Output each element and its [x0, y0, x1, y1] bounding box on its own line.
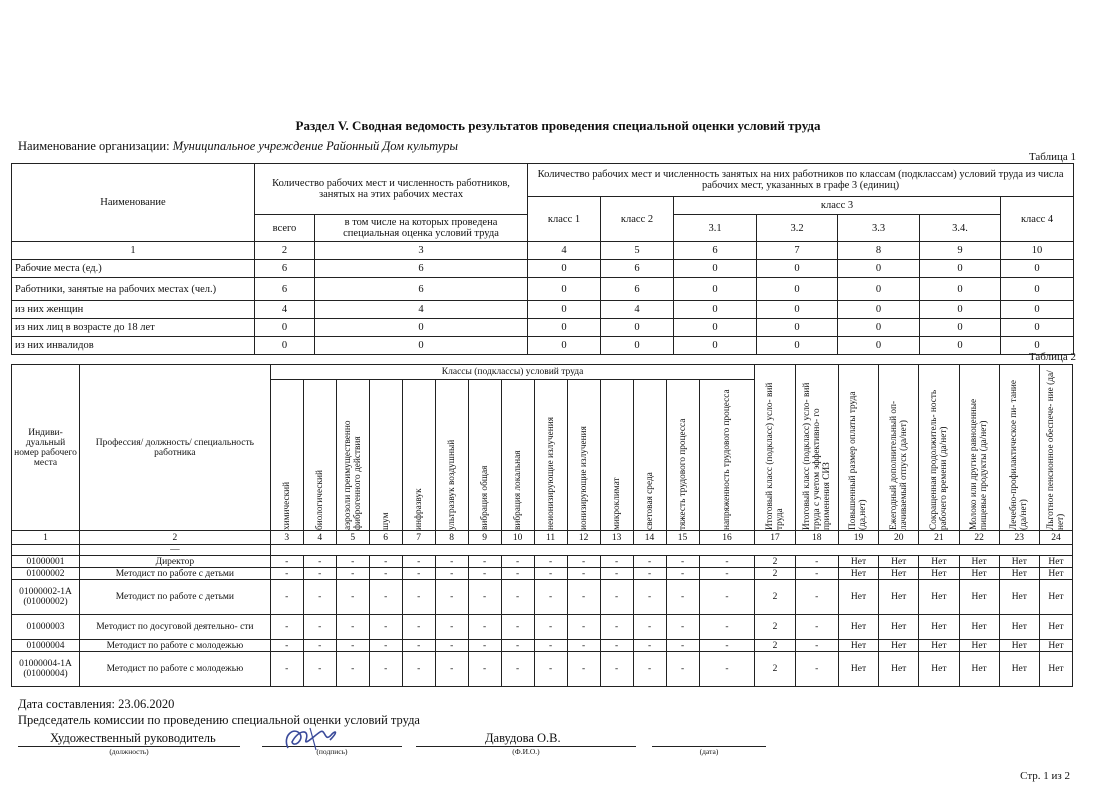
- t2-cell: Нет: [919, 652, 959, 687]
- t2-cell: Нет: [959, 556, 999, 568]
- t2-cell: -: [303, 615, 336, 640]
- t2-row-id: 01000003: [12, 615, 80, 640]
- t1-cell: 6: [315, 278, 528, 301]
- t2-cell: -: [666, 568, 699, 580]
- t1-col-number: 9: [920, 242, 1001, 260]
- caption-position: (должность): [109, 747, 149, 756]
- t2-cell: -: [336, 615, 369, 640]
- t1-header-assessed: в том числе на которых проведена специальная оценка условий труда: [315, 215, 528, 242]
- t2-cell: -: [795, 580, 838, 615]
- t2-row-id: 01000001: [12, 556, 80, 568]
- t2-cell: -: [468, 615, 501, 640]
- t2-extra-18: Итоговый класс (подкласс) усло- вий труда с учетом эффективно- го применения СИЗ: [795, 365, 838, 531]
- t2-cell: Нет: [999, 652, 1039, 687]
- t1-cell: 6: [315, 260, 528, 278]
- t1-col-number: 10: [1001, 242, 1074, 260]
- t2-row: [12, 615, 1073, 640]
- t2-cell: Нет: [919, 640, 959, 652]
- t2-cell: -: [699, 615, 755, 640]
- chair-position: Художественный руководитель: [50, 731, 216, 745]
- t2-cell: -: [501, 640, 534, 652]
- t2-col-number: 9: [468, 531, 501, 545]
- t2-cell: -: [270, 615, 303, 640]
- handwritten-signature: [280, 722, 340, 754]
- t2-cell: 2: [755, 580, 795, 615]
- t1-cell: 0: [674, 260, 757, 278]
- t1-cell: 0: [920, 301, 1001, 319]
- t1-col-number: 1: [12, 242, 255, 260]
- t2-cell: 2: [755, 556, 795, 568]
- t2-cell: -: [567, 640, 600, 652]
- t2-row-id: 01000004: [12, 640, 80, 652]
- t2-factor-header: неионизирующие излучения: [534, 380, 567, 531]
- table1-label: Таблица 1: [1028, 151, 1076, 163]
- t2-cell: -: [468, 556, 501, 568]
- t1-cell: 0: [528, 278, 601, 301]
- t2-cell: -: [600, 652, 633, 687]
- t2-cell: Нет: [1039, 640, 1072, 652]
- t2-cell: -: [633, 640, 666, 652]
- t2-cell: Нет: [999, 568, 1039, 580]
- t2-cell: -: [468, 652, 501, 687]
- t1-cell: 0: [838, 319, 920, 337]
- t2-cell: Нет: [879, 556, 919, 568]
- t2-factor-header: вибрация общая: [468, 380, 501, 531]
- t2-cell: Нет: [879, 580, 919, 615]
- t2-row: [12, 640, 1073, 652]
- t1-cell: 4: [315, 301, 528, 319]
- t2-row-id: 01000002: [12, 568, 80, 580]
- t1-cell: 0: [1001, 319, 1074, 337]
- t1-row-name: из них инвалидов: [12, 337, 255, 355]
- t2-col-number: 15: [666, 531, 699, 545]
- t1-header-3-1: 3.1: [674, 215, 757, 242]
- t2-cell: -: [567, 580, 600, 615]
- t2-row-profession: Методист по работе с детьми: [80, 580, 271, 615]
- t2-extra-17: Итоговый класс (подкласс) усло- вий труда: [755, 365, 795, 531]
- t2-extra-20: Ежегодный дополнительный оп- лачиваемый отпуск (да/нет): [879, 365, 919, 531]
- t2-cell: Нет: [879, 640, 919, 652]
- t2-col-number: 11: [534, 531, 567, 545]
- table2-label: Таблица 2: [1028, 351, 1076, 363]
- t2-cell: Нет: [959, 640, 999, 652]
- t1-header-3-4: 3.4.: [920, 215, 1001, 242]
- t1-header-classes: Количество рабочих мест и численность занятых на них работников по классам (подклассам) условий труда из числа рабочих мест, указанных в графе 3 (единиц): [528, 164, 1074, 197]
- t2-cell: -: [402, 568, 435, 580]
- t2-cell: -: [666, 556, 699, 568]
- t2-cell: Нет: [1039, 556, 1072, 568]
- t1-cell: 0: [920, 278, 1001, 301]
- t1-header-places: Количество рабочих мест и численность работников, занятых на этих рабочих местах: [255, 164, 528, 215]
- t2-cell: Нет: [879, 615, 919, 640]
- t1-col-number: 6: [674, 242, 757, 260]
- t2-cell: Нет: [919, 580, 959, 615]
- t1-header-3-2: 3.2: [757, 215, 838, 242]
- t1-cell: 0: [920, 319, 1001, 337]
- t1-col-number: 2: [255, 242, 315, 260]
- t2-cell: Нет: [959, 580, 999, 615]
- t2-factor-header: напряженность трудового процесса: [699, 380, 755, 531]
- t2-factor-header: вибрация локальная: [501, 380, 534, 531]
- t2-cell: -: [369, 580, 402, 615]
- t2-cell: -: [369, 615, 402, 640]
- t2-cell: -: [402, 556, 435, 568]
- t1-cell: 0: [1001, 278, 1074, 301]
- t1-cell: 0: [1001, 337, 1074, 355]
- t2-cell: -: [501, 615, 534, 640]
- t1-cell: 0: [674, 278, 757, 301]
- t2-cell: -: [666, 640, 699, 652]
- t2-factor-header: тяжесть трудового процесса: [666, 380, 699, 531]
- t2-number-row: [12, 531, 1073, 545]
- t2-cell: -: [534, 580, 567, 615]
- t2-factor-header: химический: [270, 380, 303, 531]
- t2-cell: -: [567, 615, 600, 640]
- t2-col-number: 5: [336, 531, 369, 545]
- t2-extra-19: Повышенный размер оплаты труда (да,нет): [838, 365, 878, 531]
- t1-cell: 6: [601, 260, 674, 278]
- t2-cell: Нет: [879, 652, 919, 687]
- t2-cell: -: [369, 640, 402, 652]
- t2-cell: -: [369, 556, 402, 568]
- t1-cell: 6: [601, 278, 674, 301]
- t1-cell: 0: [601, 337, 674, 355]
- t2-cell: Нет: [999, 556, 1039, 568]
- t1-cell: 0: [255, 337, 315, 355]
- t2-cell: 2: [755, 640, 795, 652]
- t2-cell: -: [534, 652, 567, 687]
- t2-cell: -: [435, 580, 468, 615]
- t2-header-profession: Профессия/ должность/ специальность работника: [80, 365, 271, 531]
- t2-cell: -: [600, 640, 633, 652]
- t2-extra-24: Льготное пенсионное обеспече- ние (да/нет): [1039, 365, 1072, 531]
- t1-col-number: 4: [528, 242, 601, 260]
- t2-cell: 2: [755, 652, 795, 687]
- t2-row: [12, 580, 1073, 615]
- t1-row: [12, 337, 1074, 355]
- t2-cell: -: [336, 580, 369, 615]
- t2-cell: -: [336, 568, 369, 580]
- t2-cell: Нет: [879, 568, 919, 580]
- t2-cell: Нет: [919, 615, 959, 640]
- t2-cell: Нет: [838, 580, 878, 615]
- t1-col-number: 8: [838, 242, 920, 260]
- t2-cell: -: [795, 640, 838, 652]
- t2-col-number: 3: [270, 531, 303, 545]
- t1-cell: 0: [838, 301, 920, 319]
- t2-factor-header: световая среда: [633, 380, 666, 531]
- t2-row: [12, 652, 1073, 687]
- t1-cell: 0: [674, 337, 757, 355]
- t2-cell: Нет: [1039, 580, 1072, 615]
- t2-cell: -: [633, 556, 666, 568]
- caption-signature: (подпись): [316, 747, 348, 756]
- summary-table: [11, 163, 1074, 355]
- t2-cell: Нет: [838, 568, 878, 580]
- t2-cell: -: [435, 640, 468, 652]
- t1-cell: 0: [757, 278, 838, 301]
- t2-row-id: 01000002-1А (01000002): [12, 580, 80, 615]
- t2-col-number: 19: [838, 531, 878, 545]
- t2-cell: -: [501, 652, 534, 687]
- t1-number-row: [12, 242, 1074, 260]
- t2-cell: -: [567, 556, 600, 568]
- t2-cell: -: [699, 580, 755, 615]
- t1-row: [12, 319, 1074, 337]
- t2-col-number: 20: [879, 531, 919, 545]
- t2-cell: -: [501, 568, 534, 580]
- t2-cell: -: [336, 556, 369, 568]
- t2-col-number: 7: [402, 531, 435, 545]
- t2-dash: —: [80, 545, 271, 556]
- t2-factor-header: ионизирующие излучения: [567, 380, 600, 531]
- t2-cell: -: [501, 580, 534, 615]
- t2-cell: -: [633, 652, 666, 687]
- t2-cell: Нет: [959, 652, 999, 687]
- t2-col-number: 2: [80, 531, 271, 545]
- t2-col-number: 6: [369, 531, 402, 545]
- t2-cell: -: [567, 652, 600, 687]
- t2-col-number: 18: [795, 531, 838, 545]
- t2-dash-row: [12, 545, 1073, 556]
- t2-extra-23: Лечебно-профилактическое пи- тание (да/нет): [999, 365, 1039, 531]
- t1-cell: 4: [255, 301, 315, 319]
- t2-cell: -: [699, 640, 755, 652]
- t1-cell: 0: [528, 337, 601, 355]
- t1-row-name: Рабочие места (ед.): [12, 260, 255, 278]
- t2-cell: -: [795, 652, 838, 687]
- t2-cell: -: [435, 652, 468, 687]
- t2-cell: -: [270, 640, 303, 652]
- t2-row-profession: Методист по досуговой деятельно- сти: [80, 615, 271, 640]
- t1-cell: 0: [1001, 260, 1074, 278]
- t2-factor-header: биологический: [303, 380, 336, 531]
- t1-cell: 0: [757, 319, 838, 337]
- t1-cell: 4: [601, 301, 674, 319]
- t2-cell: -: [303, 568, 336, 580]
- t2-cell: Нет: [1039, 652, 1072, 687]
- t2-row-profession: Методист по работе с молодежью: [80, 652, 271, 687]
- t1-cell: 0: [838, 337, 920, 355]
- t1-row-name: из них лиц в возрасте до 18 лет: [12, 319, 255, 337]
- t1-cell: 0: [255, 319, 315, 337]
- t2-cell: -: [435, 615, 468, 640]
- t2-cell: -: [666, 580, 699, 615]
- t2-cell: Нет: [919, 568, 959, 580]
- t2-col-number: 22: [959, 531, 999, 545]
- t1-cell: 0: [601, 319, 674, 337]
- t2-cell: -: [600, 615, 633, 640]
- t2-cell: -: [402, 580, 435, 615]
- t2-extra-22: Молоко или другие равноценные пищевые продукты (да/нет): [959, 365, 999, 531]
- t2-cell: -: [699, 568, 755, 580]
- t2-cell: Нет: [959, 568, 999, 580]
- t2-cell: -: [534, 556, 567, 568]
- t2-cell: -: [699, 652, 755, 687]
- t2-cell: -: [501, 556, 534, 568]
- t2-col-number: 24: [1039, 531, 1072, 545]
- t2-cell: -: [402, 640, 435, 652]
- t2-cell: Нет: [999, 615, 1039, 640]
- compilation-date: Дата составления: 23.06.2020: [18, 697, 175, 711]
- t2-cell: -: [270, 568, 303, 580]
- t2-cell: -: [270, 652, 303, 687]
- t2-cell: -: [468, 580, 501, 615]
- t2-cell: -: [270, 556, 303, 568]
- t2-cell: Нет: [959, 615, 999, 640]
- t2-col-number: 21: [919, 531, 959, 545]
- t2-cell: -: [303, 556, 336, 568]
- caption-date: (дата): [699, 747, 719, 756]
- t2-cell: 2: [755, 615, 795, 640]
- t2-cell: Нет: [838, 640, 878, 652]
- t2-col-number: 16: [699, 531, 755, 545]
- organization-line: [18, 139, 458, 154]
- t2-cell: 2: [755, 568, 795, 580]
- t1-row-name: из них женщин: [12, 301, 255, 319]
- t2-cell: -: [303, 652, 336, 687]
- t1-header-class3: класс 3: [674, 197, 1001, 215]
- workplace-table: [11, 364, 1073, 687]
- t1-header-class2: класс 2: [601, 197, 674, 242]
- t2-cell: -: [435, 568, 468, 580]
- t2-col-number: 13: [600, 531, 633, 545]
- t1-cell: 0: [528, 301, 601, 319]
- t2-col-number: 8: [435, 531, 468, 545]
- t2-cell: Нет: [919, 556, 959, 568]
- t2-cell: -: [402, 652, 435, 687]
- t1-row-name: Работники, занятые на рабочих местах (чел.): [12, 278, 255, 301]
- t1-cell: 6: [255, 278, 315, 301]
- commission-chair-label: Председатель комиссии по проведению специальной оценки условий труда: [18, 713, 420, 727]
- t1-cell: 0: [838, 278, 920, 301]
- t2-col-number: 17: [755, 531, 795, 545]
- t1-row: [12, 301, 1074, 319]
- t2-cell: -: [468, 640, 501, 652]
- t2-factor-header: инфразвук: [402, 380, 435, 531]
- t2-col-number: 12: [567, 531, 600, 545]
- t2-cell: -: [303, 640, 336, 652]
- t2-cell: -: [303, 580, 336, 615]
- t2-extra-21: Сокращенная продолжитель- ность рабочего времени (да/нет): [919, 365, 959, 531]
- t2-cell: -: [600, 556, 633, 568]
- t1-cell: 0: [757, 301, 838, 319]
- t1-cell: 0: [674, 319, 757, 337]
- t2-cell: -: [369, 568, 402, 580]
- t2-row-id: 01000004-1А (01000004): [12, 652, 80, 687]
- t2-cell: -: [534, 615, 567, 640]
- t2-row-profession: Методист по работе с молодежью: [80, 640, 271, 652]
- t2-cell: -: [468, 568, 501, 580]
- t1-cell: 0: [757, 260, 838, 278]
- page-number: Стр. 1 из 2: [1020, 770, 1070, 782]
- t1-cell: 0: [315, 337, 528, 355]
- t1-cell: 0: [674, 301, 757, 319]
- t2-cell: -: [534, 568, 567, 580]
- t2-header-classes: Классы (подклассы) условий труда: [270, 365, 755, 380]
- t2-cell: -: [633, 580, 666, 615]
- t1-cell: 0: [1001, 301, 1074, 319]
- t2-cell: Нет: [838, 615, 878, 640]
- t1-cell: 0: [315, 319, 528, 337]
- t1-header-name: Наименование: [12, 164, 255, 242]
- t2-cell: -: [666, 652, 699, 687]
- t2-cell: -: [699, 556, 755, 568]
- t1-row: [12, 278, 1074, 301]
- t1-header-class1: класс 1: [528, 197, 601, 242]
- chair-name: Давудова О.В.: [485, 731, 561, 745]
- t2-factor-header: аэрозоли преимущественно фиброгенного действия: [336, 380, 369, 531]
- t2-col-number: 4: [303, 531, 336, 545]
- t1-row: [12, 260, 1074, 278]
- caption-name: (Ф.И.О.): [512, 747, 540, 756]
- t2-cell: -: [795, 568, 838, 580]
- t2-cell: -: [795, 556, 838, 568]
- t2-col-number: 10: [501, 531, 534, 545]
- t2-factor-header: микроклимат: [600, 380, 633, 531]
- t2-factor-header: ультразвук воздушный: [435, 380, 468, 531]
- document-title: Раздел V. Сводная ведомость результатов проведения специальной оценки условий труда: [295, 118, 821, 133]
- t2-cell: -: [336, 652, 369, 687]
- t1-col-number: 5: [601, 242, 674, 260]
- t2-cell: -: [600, 568, 633, 580]
- t2-cell: -: [633, 568, 666, 580]
- t2-col-number: 1: [12, 531, 80, 545]
- t2-row-profession: Методист по работе с детьми: [80, 568, 271, 580]
- t2-cell: -: [534, 640, 567, 652]
- t2-row: [12, 568, 1073, 580]
- t1-cell: 0: [528, 319, 601, 337]
- t1-cell: 6: [255, 260, 315, 278]
- t1-cell: 0: [757, 337, 838, 355]
- t2-cell: Нет: [1039, 568, 1072, 580]
- t1-cell: 0: [920, 260, 1001, 278]
- t1-col-number: 3: [315, 242, 528, 260]
- t1-cell: 0: [838, 260, 920, 278]
- t2-cell: -: [369, 652, 402, 687]
- t1-header-class4: класс 4: [1001, 197, 1074, 242]
- t1-cell: 0: [528, 260, 601, 278]
- t1-col-number: 7: [757, 242, 838, 260]
- t2-header-id: Индиви- дуальный номер рабочего места: [12, 365, 80, 531]
- organization-name: Муниципальное учреждение Районный Дом культуры: [172, 139, 458, 153]
- t2-row-profession: Директор: [80, 556, 271, 568]
- t2-cell: -: [402, 615, 435, 640]
- t2-cell: Нет: [999, 640, 1039, 652]
- t2-col-number: 14: [633, 531, 666, 545]
- t1-header-total: всего: [255, 215, 315, 242]
- t2-cell: -: [270, 580, 303, 615]
- t2-col-number: 23: [999, 531, 1039, 545]
- t2-cell: -: [666, 615, 699, 640]
- t2-cell: -: [600, 580, 633, 615]
- t2-cell: -: [336, 640, 369, 652]
- t1-cell: 0: [920, 337, 1001, 355]
- t2-row: [12, 556, 1073, 568]
- t2-cell: Нет: [1039, 615, 1072, 640]
- organization-label: Наименование организации:: [18, 139, 170, 153]
- t2-cell: Нет: [838, 652, 878, 687]
- t2-cell: Нет: [999, 580, 1039, 615]
- t2-cell: -: [567, 568, 600, 580]
- t2-cell: -: [795, 615, 838, 640]
- t2-cell: Нет: [838, 556, 878, 568]
- t1-header-3-3: 3.3: [838, 215, 920, 242]
- t2-factor-header: шум: [369, 380, 402, 531]
- t2-cell: -: [633, 615, 666, 640]
- t2-cell: -: [435, 556, 468, 568]
